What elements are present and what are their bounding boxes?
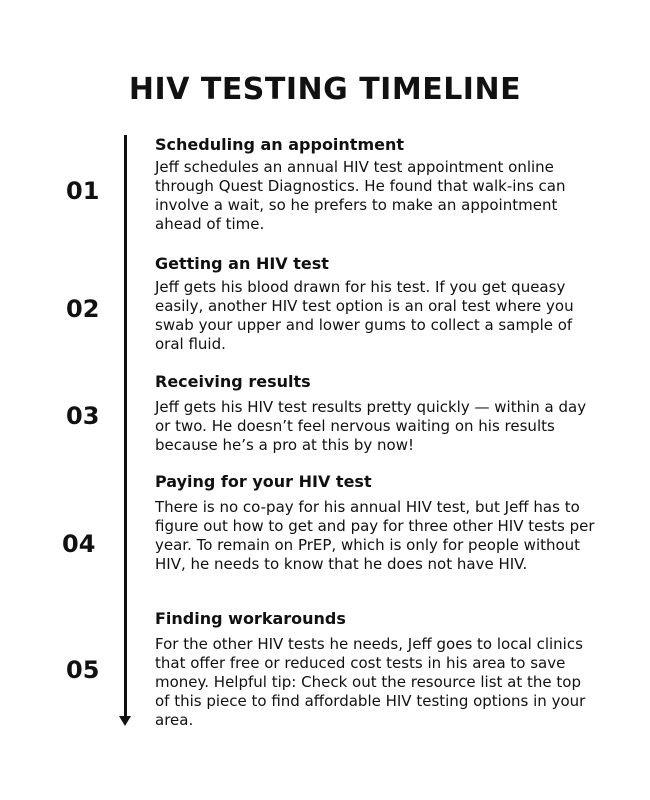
step-number-01: 01 [66, 177, 100, 205]
step-heading-scheduling: Scheduling an appointment [155, 135, 405, 154]
step-body-getting-test: Jeff gets his blood drawn for his test. If you get queasy easily, another HIV test option is an oral test where you swab your upper and lower gums to collect a sample of oral fluid. [155, 278, 574, 353]
page-title: HIV TESTING TIMELINE [128, 72, 522, 107]
step-number-04: 04 [62, 530, 96, 558]
step-heading-getting-test: Getting an HIV test [155, 254, 329, 273]
step-heading-paying: Paying for your HIV test [155, 472, 372, 491]
step-number-05: 05 [66, 656, 100, 684]
step-number-03: 03 [66, 402, 100, 430]
step-number-02: 02 [66, 295, 100, 323]
step-body-scheduling: Jeff schedules an annual HIV test appointment online through Quest Diagnostics. He found that walk-ins can involve a wait, so he prefers to make an appointment ahead of time. [155, 158, 566, 233]
step-body-workarounds: For the other HIV tests he needs, Jeff goes to local clinics that offer free or reduced cost tests in his area to save money. Helpful tip: Check out the resource list at the top of this piece to find affordable HIV testing options in your area. [155, 635, 586, 729]
step-heading-workarounds: Finding workarounds [155, 609, 346, 628]
step-body-receiving-results: Jeff gets his HIV test results pretty quickly — within a day or two. He doesn’t feel nervous waiting on his results because he’s a pro at this by now! [155, 398, 587, 454]
timeline-arrow-icon [119, 716, 131, 726]
step-heading-receiving-results: Receiving results [155, 372, 311, 391]
step-body-paying: There is no co-pay for his annual HIV test, but Jeff has to figure out how to get and pay for three other HIV tests per year. To remain on PrEP, which is only for people without HIV, he needs to know that he does not have HIV. [155, 498, 595, 573]
